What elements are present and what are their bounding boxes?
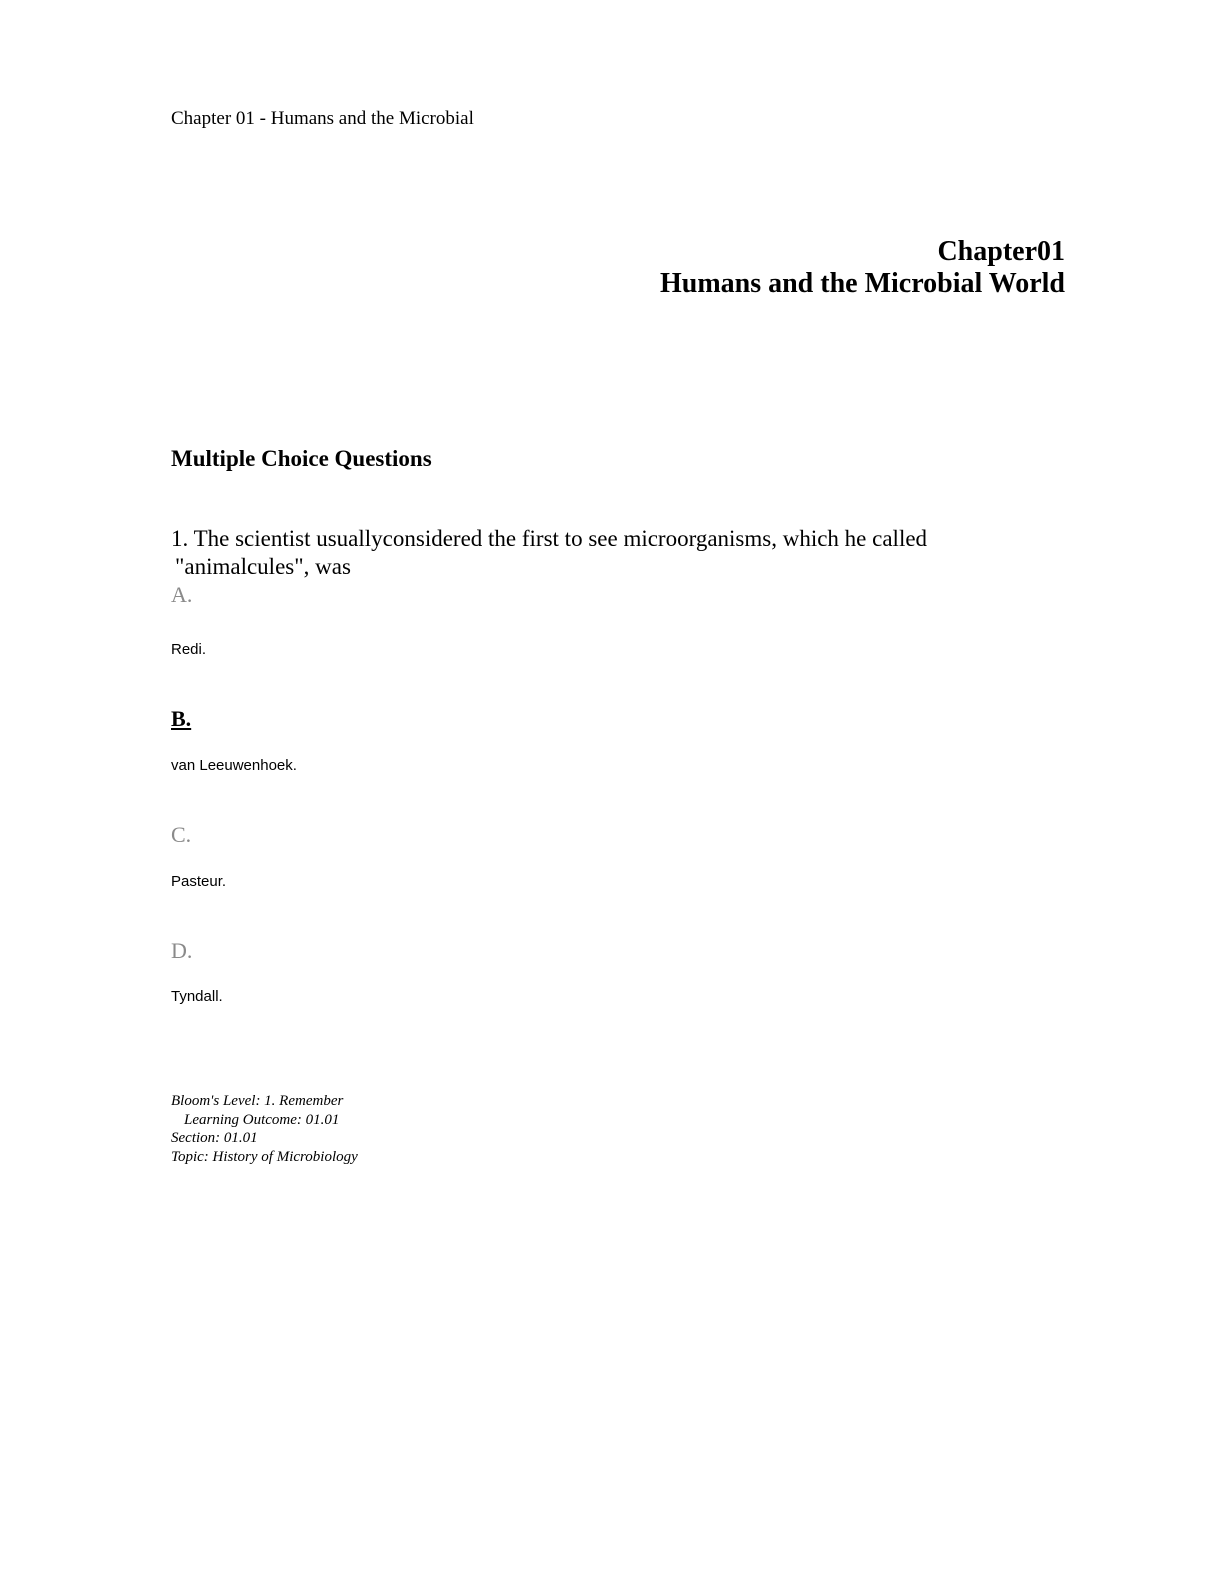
- option-d-letter: D.: [171, 938, 193, 963]
- option-d-text: Tyndall.: [171, 988, 223, 1005]
- question-line-2: "animalcules", was: [175, 554, 351, 579]
- chapter-title: [660, 236, 1065, 300]
- option-c-letter: C.: [171, 822, 192, 847]
- option-c-text: Pasteur.: [171, 873, 227, 890]
- running-header: Chapter 01 - Humans and the Microbial: [171, 108, 474, 129]
- question-stem: [171, 525, 927, 581]
- section-heading: Multiple Choice Questions: [171, 446, 432, 471]
- option-b-text: van Leeuwenhoek.: [171, 757, 297, 774]
- section-reference: Section: 01.01: [171, 1130, 258, 1146]
- question-metadata: [171, 1092, 358, 1166]
- learning-outcome: Learning Outcome: 01.01: [184, 1111, 340, 1128]
- chapter-name: Humans and the Microbial World: [659, 268, 1065, 299]
- option-b-letter-correct: B.: [171, 706, 192, 731]
- topic: Topic: History of Microbiology: [171, 1148, 358, 1165]
- blooms-level: Bloom's Level: 1. Remember: [171, 1093, 344, 1109]
- option-a-letter: A.: [171, 582, 193, 607]
- option-a-text: Redi.: [171, 641, 207, 658]
- question-line-1: 1. The scientist usuallyconsidered the first to see microorganisms, which he called: [171, 526, 928, 551]
- chapter-number: Chapter01: [937, 236, 1065, 267]
